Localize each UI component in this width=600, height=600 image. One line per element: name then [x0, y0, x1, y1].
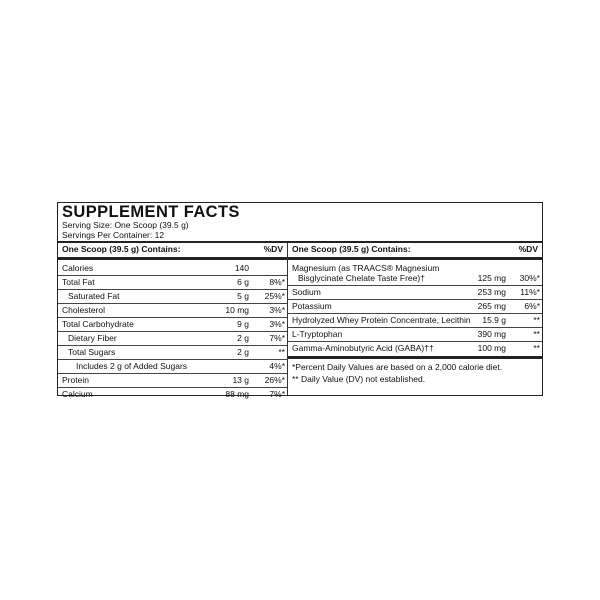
nutrient-amount: 10 mg [225, 305, 249, 315]
nutrient-dv: 4%* [269, 361, 285, 371]
row-divider [58, 275, 287, 276]
nutrient-name: Sodium [292, 287, 321, 297]
nutrient-dv: ** [533, 329, 540, 339]
left-column [58, 243, 287, 399]
row-divider [58, 387, 287, 388]
row-divider [288, 299, 542, 300]
row-divider [288, 313, 542, 314]
left-header-dv: %DV [263, 244, 283, 254]
nutrient-dv: 26%* [264, 375, 285, 385]
nutrient-dv: ** [533, 315, 540, 325]
nutrient-dv: 6%* [524, 301, 540, 311]
nutrient-name: Protein [62, 375, 89, 385]
nutrient-dv: 3%* [269, 319, 285, 329]
nutrient-amount: 253 mg [477, 287, 506, 297]
nutrient-amount: 265 mg [477, 301, 506, 311]
nutrient-amount: 390 mg [477, 329, 506, 339]
nutrient-name: Calories [62, 263, 94, 273]
nutrient-name: Total Carbohydrate [62, 319, 134, 329]
nutrient-dv: 11%* [520, 287, 540, 297]
nutrient-dv: 25%* [264, 291, 285, 301]
nutrient-name: Potassium [292, 301, 332, 311]
nutrient-name: Total Fat [62, 277, 95, 287]
row-divider [58, 289, 287, 290]
nutrient-amount: 125 mg [477, 273, 506, 283]
right-header-label: One Scoop (39.5 g) Contains: [292, 244, 411, 254]
nutrient-name: Includes 2 g of Added Sugars [76, 361, 188, 371]
left-header-rule [58, 257, 287, 260]
nutrient-name: Total Sugars [68, 347, 116, 357]
nutrient-name: Dietary Fiber [68, 333, 117, 343]
right-header-rule [288, 257, 542, 260]
left-header-label: One Scoop (39.5 g) Contains: [62, 244, 181, 254]
footnote-rule [288, 356, 542, 359]
row-divider [58, 359, 287, 360]
nutrient-dv: 7%* [269, 333, 285, 343]
row-divider [288, 285, 542, 286]
serving-size: Serving Size: One Scoop (39.5 g) [62, 220, 189, 230]
supplement-facts-panel [57, 202, 543, 399]
nutrient-amount: 15.9 g [482, 315, 506, 325]
right-header-dv: %DV [518, 244, 538, 254]
nutrient-name: Cholesterol [62, 305, 105, 315]
row-divider [288, 341, 542, 342]
nutrient-amount: 100 mg [477, 343, 506, 353]
nutrient-amount: 2 g [237, 347, 249, 357]
panel-title: SUPPLEMENT FACTS [62, 203, 240, 221]
nutrient-amount: 6 g [237, 277, 249, 287]
nutrient-dv: 30%* [519, 273, 540, 283]
nutrient-dv: 3%* [269, 305, 285, 315]
nutrient-name: Hydrolyzed Whey Protein Concentrate, Lecithin [292, 315, 471, 325]
nutrient-amount: 88 mg [225, 389, 249, 399]
right-column [288, 243, 542, 395]
footnote-dv-not-established: ** Daily Value (DV) not established. [292, 374, 426, 384]
nutrient-amount: 9 g [237, 319, 249, 329]
row-divider [58, 303, 287, 304]
nutrient-name: L-Tryptophan [292, 329, 343, 339]
nutrient-dv: 8%* [269, 277, 285, 287]
servings-per-container: Servings Per Container: 12 [62, 230, 165, 240]
nutrient-name: Magnesium (as TRAACS® Magnesium [292, 263, 440, 273]
nutrient-name: Saturated Fat [68, 291, 120, 301]
nutrient-amount: 5 g [237, 291, 249, 301]
footnote-daily-values: *Percent Daily Values are based on a 2,000 calorie diet. [292, 362, 503, 372]
nutrient-dv: ** [533, 343, 540, 353]
row-divider [58, 345, 287, 346]
nutrient-dv: ** [278, 347, 285, 357]
nutrient-amount: 13 g [232, 375, 249, 385]
left-header [58, 243, 287, 256]
nutrient-dv: 7%* [269, 389, 285, 399]
nutrient-row-magnesium [288, 263, 542, 285]
nutrient-name: Calcium [62, 389, 93, 399]
nutrient-amount: 2 g [237, 333, 249, 343]
nutrient-name: Gamma-Aminobutyric Acid (GABA)†† [292, 343, 434, 353]
nutrient-name-continued: Bisglycinate Chelate Taste Free)† [298, 273, 425, 283]
row-divider [58, 317, 287, 318]
right-header [288, 243, 542, 256]
row-divider [288, 327, 542, 328]
nutrient-amount: 140 [234, 263, 249, 273]
row-divider [58, 373, 287, 374]
row-divider [58, 331, 287, 332]
